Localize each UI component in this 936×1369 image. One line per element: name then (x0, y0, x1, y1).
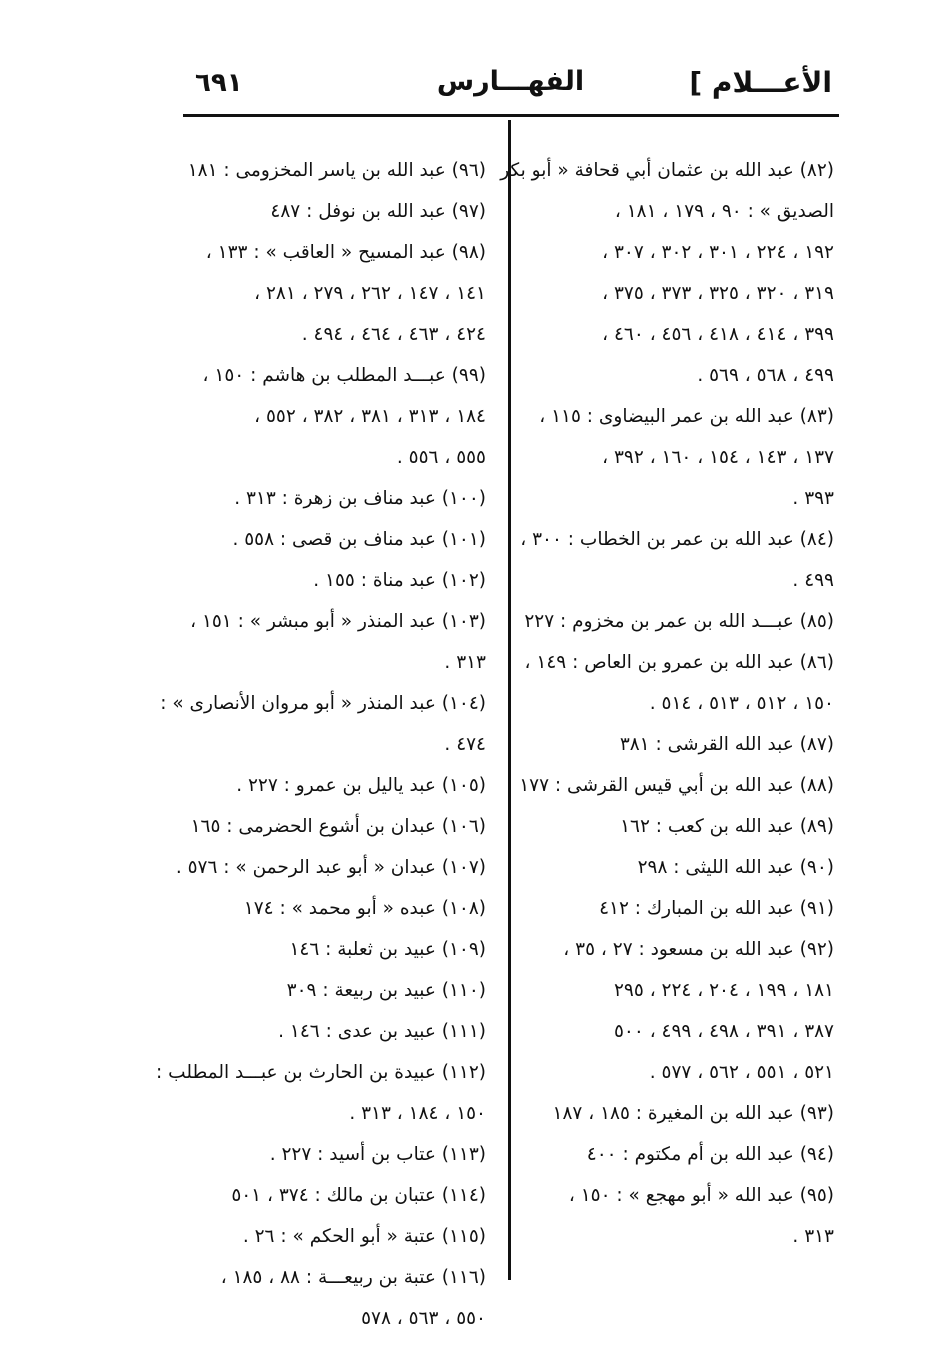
entry-heading-line: (٨٢) عبد الله بن عثمان أبي قحافة « أبو بكر (500, 160, 834, 181)
entry-continuation-line: ٥٥٠ ، ٥٦٣ ، ٥٧٨ (361, 1308, 486, 1329)
index-entry (188, 150, 486, 191)
index-entry (500, 150, 834, 396)
index-entry (188, 970, 486, 1011)
left-column (156, 150, 486, 1339)
entry-heading-line: (٩٠) عبد الله الليثى : ٢٩٨ (637, 857, 834, 878)
entry-continuation-line: ١٥٠ ، ٥١٢ ، ٥١٣ ، ٥١٤ . (649, 693, 834, 714)
entry-heading-line: (١١٤) عتبان بن مالك : ٣٧٤ ، ٥٠١ (231, 1185, 486, 1206)
index-entry (532, 396, 834, 519)
entry-heading-line: (١٠٧) عبدان « أبو عبد الرحمن » : ٥٧٦ . (175, 857, 486, 878)
page-header (183, 60, 838, 110)
header-rule (183, 114, 839, 117)
entry-heading-line: (١١٥) عتبة « أبو الحكم » : ٢٦ . (242, 1226, 486, 1247)
index-entry (188, 1216, 486, 1257)
entry-heading-line: (٨٩) عبد الله بن كعب : ١٦٢ (620, 816, 834, 837)
index-entry (532, 1093, 834, 1134)
index-entry (532, 1134, 834, 1175)
index-entry (519, 765, 834, 806)
entry-heading-line: (١١٦) عتبة بن ربيعـــة : ٨٨ ، ١٨٥ ، (220, 1267, 486, 1288)
entry-continuation-line: ٣٨٧ ، ٣٩١ ، ٤٩٨ ، ٤٩٩ ، ٥٠٠ (614, 1021, 834, 1042)
entry-heading-line: (٨٥) عبـــد الله بن عمر بن مخزوم : ٢٢٧ (524, 611, 834, 632)
entry-continuation-line: ١٨١ ، ١٩٩ ، ٢٠٤ ، ٢٢٤ ، ٢٩٥ (614, 980, 834, 1001)
index-entry (188, 806, 486, 847)
entry-heading-line: (٨٨) عبد الله بن أبي قيس القرشى : ١٧٧ (519, 775, 834, 796)
entry-continuation-line: ١٤١ ، ١٤٧ ، ٢٦٢ ، ٢٧٩ ، ٢٨١ ، (254, 283, 486, 304)
index-entry (188, 232, 486, 355)
index-entry (188, 1257, 486, 1339)
column-divider (508, 120, 511, 1280)
entry-continuation-line: ٤٢٤ ، ٤٦٣ ، ٤٦٤ ، ٤٩٤ . (301, 324, 486, 345)
index-entry (188, 929, 486, 970)
entry-heading-line: (١١٠) عبيد بن ربيعة : ٣٠٩ (286, 980, 486, 1001)
page-number: ٦٩١ (195, 68, 243, 98)
entry-heading-line: (١١١) عبيد بن عدى : ١٤٦ . (278, 1021, 486, 1042)
entry-continuation-line: ٤٧٤ . (444, 734, 486, 755)
entry-continuation-line: ٣١٣ . (792, 1226, 834, 1247)
entry-heading-line: (٨٦) عبد الله بن عمرو بن العاص : ١٤٩ ، (524, 652, 834, 673)
entry-heading-line: (٨٤) عبد الله بن عمر بن الخطاب : ٣٠٠ ، (520, 529, 834, 550)
entry-continuation-line: ١٣٧ ، ١٤٣ ، ١٥٤ ، ١٦٠ ، ٣٩٢ ، (602, 447, 834, 468)
entry-continuation-line: ٥٢١ ، ٥٥١ ، ٥٦٢ ، ٥٧٧ . (649, 1062, 834, 1083)
index-entry (188, 765, 486, 806)
index-entry (532, 888, 834, 929)
entry-continuation-line: ٣١٣ . (444, 652, 486, 673)
entry-heading-line: (١٠٨) عبده « أبو محمد » : ١٧٤ (243, 898, 486, 919)
index-entry (532, 847, 834, 888)
entry-heading-line: (٩٣) عبد الله بن المغيرة : ١٨٥ ، ١٨٧ (552, 1103, 834, 1124)
index-entry (532, 1175, 834, 1257)
entry-continuation-line: الصديق » : ٩٠ ، ١٧٩ ، ١٨١ ، (614, 201, 834, 222)
entry-heading-line: (١٠١) عبد مناف بن قصى : ٥٥٨ . (232, 529, 486, 550)
category-title: الأعـــلام ] (689, 66, 832, 99)
entry-heading-line: (٩١) عبد الله بن المبارك : ٤١٢ (599, 898, 834, 919)
entry-continuation-line: ٣٩٩ ، ٤١٤ ، ٤١٨ ، ٤٥٦ ، ٤٦٠ ، (602, 324, 834, 345)
index-entry (188, 519, 486, 560)
right-column (500, 150, 834, 1257)
index-entry (524, 642, 834, 724)
index-entry (188, 1011, 486, 1052)
index-entry (532, 929, 834, 1093)
entry-continuation-line: ٤٩٩ . (792, 570, 834, 591)
entry-heading-line: (٩٤) عبد الله بن أم مكتوم : ٤٠٠ (586, 1144, 834, 1165)
entry-heading-line: (٩٥) عبد الله « أبو مهجع » : ١٥٠ ، (568, 1185, 834, 1206)
index-entry (188, 478, 486, 519)
section-title: الفهـــارس (436, 66, 585, 97)
entry-heading-line: (١٠٠) عبد مناف بن زهرة : ٣١٣ . (234, 488, 486, 509)
entry-heading-line: (١١٢) عبيدة بن الحارث بن عبـــد المطلب : (156, 1062, 486, 1083)
entry-heading-line: (٨٣) عبد الله بن عمر البيضاوى : ١١٥ ، (539, 406, 834, 427)
entry-heading-line: (١٠٥) عبد ياليل بن عمرو : ٢٢٧ . (236, 775, 486, 796)
entry-heading-line: (١٠٣) عبد المنذر « أبو مبشر » : ١٥١ ، (190, 611, 486, 632)
entry-continuation-line: ٣١٩ ، ٣٢٠ ، ٣٢٥ ، ٣٧٣ ، ٣٧٥ ، (602, 283, 834, 304)
entry-continuation-line: ١٩٢ ، ٢٢٤ ، ٣٠١ ، ٣٠٢ ، ٣٠٧ ، (602, 242, 834, 263)
index-entry (188, 601, 486, 683)
entry-continuation-line: ٥٥٥ ، ٥٥٦ . (396, 447, 486, 468)
entry-heading-line: (١٠٤) عبد المنذر « أبو مروان الأنصارى » : (160, 693, 486, 714)
entry-heading-line: (١٠٢) عبد مناة : ١٥٥ . (313, 570, 486, 591)
index-entry (532, 724, 834, 765)
entry-heading-line: (٩٧) عبد الله بن نوفل : ٤٨٧ (270, 201, 486, 222)
index-entry (188, 888, 486, 929)
entry-continuation-line: ٤٩٩ ، ٥٦٨ ، ٥٦٩ . (697, 365, 834, 386)
entry-heading-line: (٩٢) عبد الله بن مسعود : ٢٧ ، ٣٥ ، (563, 939, 834, 960)
entry-heading-line: (٩٩) عبـــد المطلب بن هاشم : ١٥٠ ، (202, 365, 486, 386)
index-entry (160, 683, 486, 765)
entry-heading-line: (١١٣) عتاب بن أسيد : ٢٢٧ . (269, 1144, 486, 1165)
entry-heading-line: (٨٧) عبد الله القرشى : ٣٨١ (619, 734, 834, 755)
index-entry (520, 519, 834, 601)
entry-heading-line: (١٠٩) عبيد بن ثعلبة : ١٤٦ (289, 939, 486, 960)
index-entry (175, 847, 486, 888)
index-entry (188, 1175, 486, 1216)
index-entry (532, 806, 834, 847)
index-entry (188, 560, 486, 601)
index-entry (188, 191, 486, 232)
index-entry (188, 355, 486, 478)
entry-heading-line: (٩٨) عبد المسيح « العاقب » : ١٣٣ ، (205, 242, 486, 263)
entry-continuation-line: ١٨٤ ، ٣١٣ ، ٣٨١ ، ٣٨٢ ، ٥٥٢ ، (254, 406, 486, 427)
index-entry (524, 601, 834, 642)
index-entry (188, 1134, 486, 1175)
entry-continuation-line: ٣٩٣ . (792, 488, 834, 509)
entry-heading-line: (١٠٦) عبدان بن أشوع الحضرمى : ١٦٥ (190, 816, 486, 837)
entry-continuation-line: ١٥٠ ، ١٨٤ ، ٣١٣ . (349, 1103, 486, 1124)
entry-heading-line: (٩٦) عبد الله بن ياسر المخزومى : ١٨١ (187, 160, 486, 181)
index-entry (156, 1052, 486, 1134)
